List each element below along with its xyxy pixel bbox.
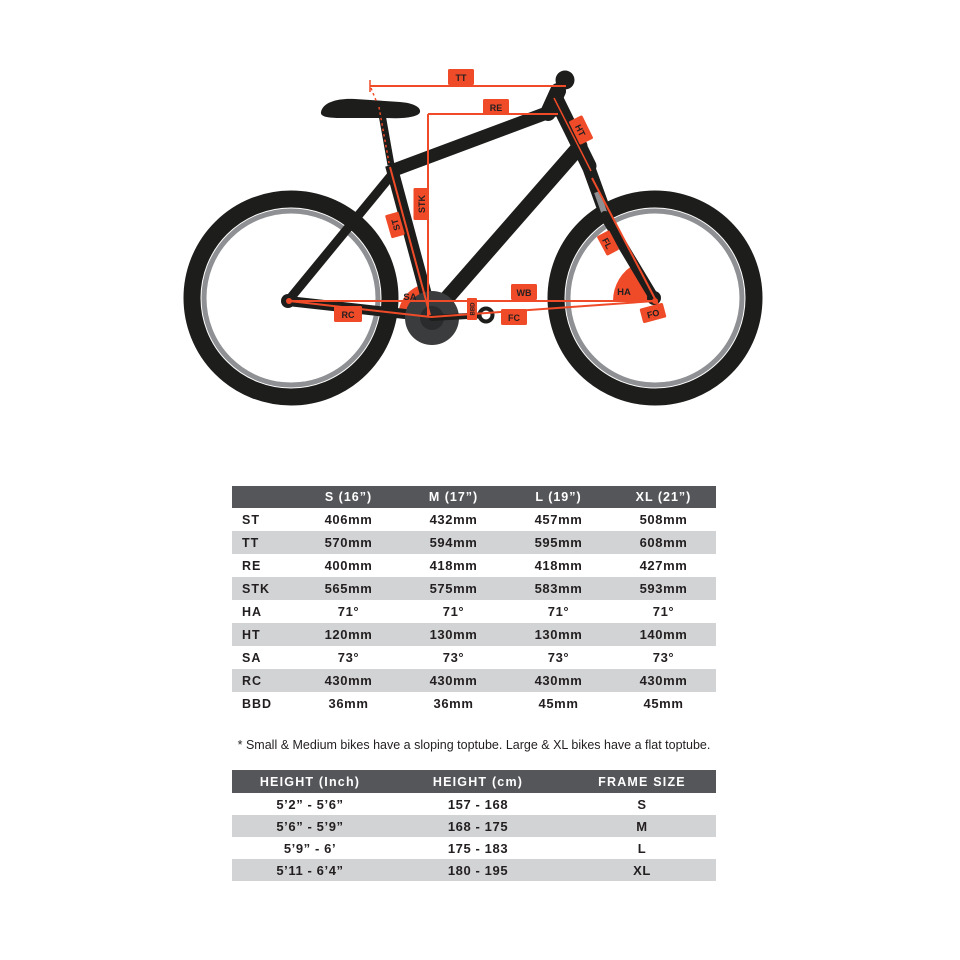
- header-size-s: S (16”): [324, 490, 373, 504]
- svg-text:HT: HT: [572, 122, 588, 139]
- table-row: RC 430mm 430mm 430mm 430mm: [232, 669, 716, 692]
- row-label: BBD: [242, 696, 273, 711]
- size-table-header: [232, 770, 716, 793]
- row-label: STK: [242, 581, 270, 596]
- svg-text:FC: FC: [508, 313, 520, 323]
- label-rc: [334, 306, 362, 322]
- label-bbd: [467, 298, 477, 320]
- svg-text:WB: WB: [516, 288, 532, 298]
- svg-text:RE: RE: [489, 103, 503, 113]
- table-row: TT 570mm 594mm 595mm 608mm: [232, 531, 716, 554]
- size-table: [232, 770, 716, 881]
- header-size-l: L (19”): [535, 490, 582, 504]
- table-row: 5’11 - 6’4” 180 - 195 XL: [232, 859, 716, 881]
- svg-text:FL: FL: [600, 236, 615, 251]
- label-sa: SA: [403, 292, 417, 303]
- bike-frame: [281, 71, 661, 318]
- header-height-inch: HEIGHT (Inch): [259, 774, 361, 789]
- table-row: RE 400mm 418mm 418mm 427mm: [232, 554, 716, 577]
- crankset: [405, 291, 493, 345]
- header-frame-size: FRAME SIZE: [598, 774, 686, 789]
- table-row: STK 565mm 575mm 583mm 593mm: [232, 577, 716, 600]
- row-label: HT: [242, 627, 261, 642]
- table-row: SA 73° 73° 73° 73°: [232, 646, 716, 669]
- toptube-footnote: * Small & Medium bikes have a sloping toptube. Large & XL bikes have a flat toptube.: [237, 738, 711, 752]
- label-fc: [501, 309, 527, 325]
- label-tt: [448, 69, 474, 85]
- table-row: HA 71° 71° 71° 71°: [232, 600, 716, 623]
- table-row: BBD 36mm 36mm 45mm 45mm: [232, 692, 716, 715]
- svg-text:ST: ST: [389, 217, 403, 232]
- header-size-xl: XL (21”): [635, 490, 692, 504]
- label-ha: HA: [617, 287, 631, 298]
- row-label: TT: [242, 535, 260, 550]
- label-fo: [639, 303, 666, 324]
- header-size-m: M (17”): [428, 490, 479, 504]
- geometry-table-header: [232, 486, 716, 508]
- label-wb: [511, 284, 537, 300]
- label-re: [483, 99, 509, 115]
- label-stk: [414, 188, 429, 220]
- svg-text:STK: STK: [417, 195, 427, 213]
- saddle: [321, 99, 420, 118]
- pedal: [480, 309, 493, 322]
- svg-text:FO: FO: [645, 307, 661, 321]
- row-label: RC: [242, 673, 263, 688]
- geometry-table: [232, 486, 716, 715]
- table-row: ST 406mm 432mm 457mm 508mm: [232, 508, 716, 531]
- row-label: RE: [242, 558, 262, 573]
- row-label: ST: [242, 512, 260, 527]
- svg-text:RC: RC: [341, 310, 355, 320]
- table-row: 5’9” - 6’ 175 - 183 L: [283, 840, 647, 856]
- svg-text:TT: TT: [455, 73, 467, 83]
- table-row: 5’6” - 5’9” 168 - 175 M: [232, 815, 716, 837]
- row-label: SA: [242, 650, 262, 665]
- table-row: HT 120mm 130mm 130mm 140mm: [232, 623, 716, 646]
- bike-geometry-diagram: [0, 0, 960, 470]
- row-label: HA: [242, 604, 263, 619]
- svg-text:BBD: BBD: [470, 302, 477, 316]
- header-height-cm: HEIGHT (cm): [432, 774, 524, 789]
- table-row: 5’2” - 5’6” 157 - 168 S: [276, 796, 647, 812]
